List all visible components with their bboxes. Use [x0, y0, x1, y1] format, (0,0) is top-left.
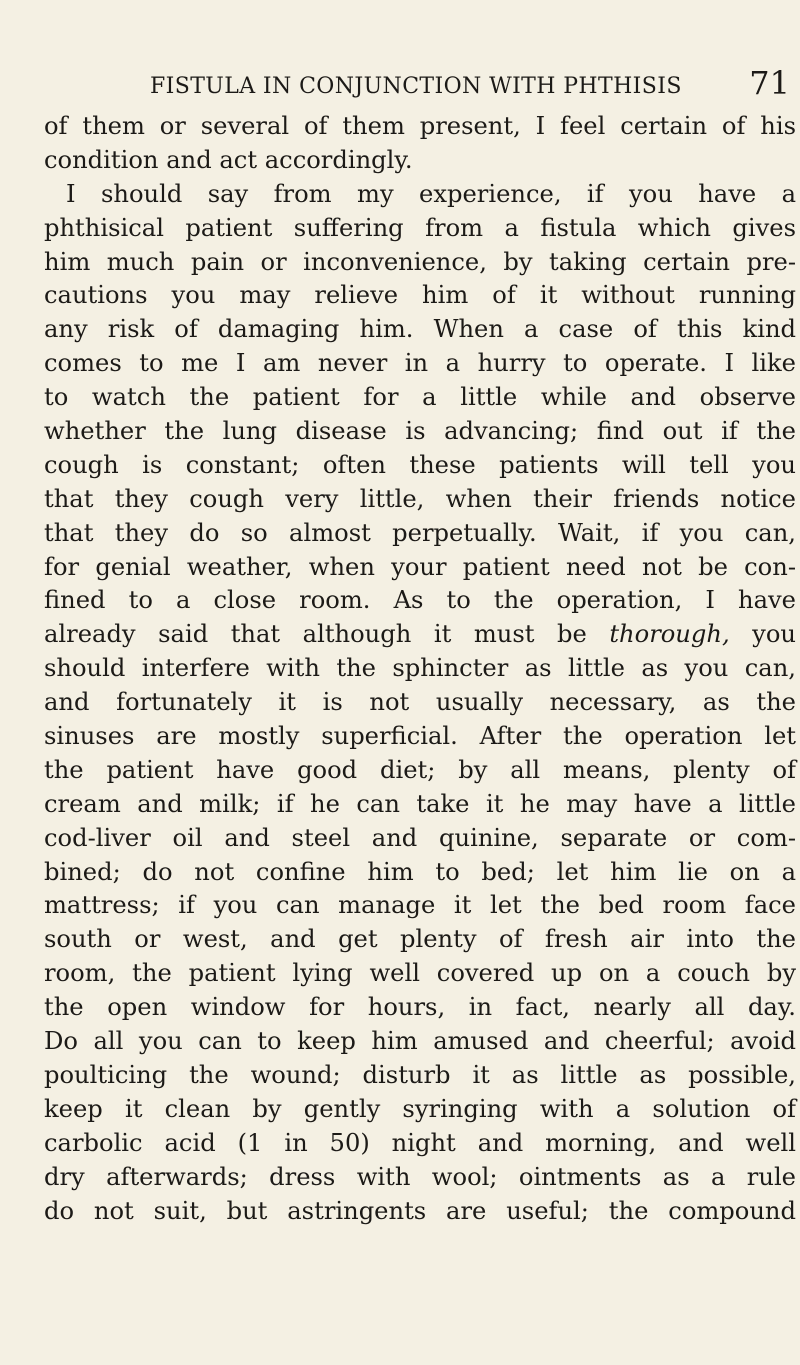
- text-line: mattress; if you can manage it let the bed room face: [44, 891, 796, 920]
- text-line: phthisical patient suffering from a fistula which gives: [44, 213, 796, 242]
- running-head: [40, 62, 790, 102]
- text-line: room, the patient lying well covered up on a couch by: [44, 959, 796, 988]
- text-line: cream and milk; if he can take it he may have a little: [44, 789, 796, 818]
- text-line: sinuses are mostly superficial. After the operation let: [44, 722, 796, 751]
- text-line: of them or several of them present, I feel certain of his: [44, 112, 796, 140]
- text-line: cough is constant; often these patients will tell you: [44, 450, 796, 479]
- text-line: for genial weather, when your patient need not be con-: [44, 552, 796, 581]
- body-text: [44, 110, 796, 1228]
- text-line: fined to a close room. As to the operation, I have: [44, 586, 796, 615]
- text-line-with-italic: [44, 618, 796, 652]
- text-line: cautions you may relieve him of it without running: [44, 281, 796, 310]
- text-line: south or west, and get plenty of fresh air into the: [44, 925, 796, 954]
- text-line: the open window for hours, in fact, nearly all day.: [44, 993, 796, 1022]
- text-line: cod-liver oil and steel and quinine, separate or com-: [44, 823, 796, 852]
- text-line: comes to me I am never in a hurry to operate. I like: [44, 349, 796, 378]
- text-line: poulticing the wound; disturb it as little as possible,: [44, 1060, 796, 1089]
- text-line: that they cough very little, when their friends notice: [44, 484, 796, 513]
- text-line: Do all you can to keep him amused and cheerful; avoid: [44, 1027, 796, 1056]
- text-line: the patient have good diet; by all means, plenty of: [44, 755, 796, 784]
- text-line: I should say from my experience, if you have a: [66, 179, 796, 208]
- text-line: condition and act accordingly.: [44, 145, 413, 174]
- text-line: do not suit, but astringents are useful; the compound: [44, 1196, 796, 1225]
- text-line: should interfere with the sphincter as little as you can,: [44, 654, 796, 683]
- text-line: whether the lung disease is advancing; find out if the: [44, 417, 796, 446]
- text-line: him much pain or inconvenience, by taking certain pre-: [44, 247, 796, 276]
- text-line: any risk of damaging him. When a case of this kind: [44, 315, 796, 344]
- text-line: that they do so almost perpetually. Wait, if you can,: [44, 518, 796, 547]
- text-line: and fortunately it is not usually necessary, as the: [44, 688, 796, 717]
- italic-word: thorough,: [609, 620, 730, 649]
- text-line: to watch the patient for a little while and observe: [44, 383, 796, 412]
- text-line: dry afterwards; dress with wool; ointments as a rule: [44, 1162, 796, 1191]
- line-text: already said that although it must be: [44, 620, 587, 649]
- page-number: 71: [749, 64, 790, 102]
- chapter-title: FISTULA IN CONJUNCTION WITH PHTHISIS: [150, 74, 682, 99]
- line-text-tail: you: [752, 620, 796, 649]
- text-line: bined; do not confine him to bed; let him lie on a: [44, 857, 796, 886]
- text-line: keep it clean by gently syringing with a solution of: [44, 1094, 796, 1123]
- text-line: carbolic acid (1 in 50) night and morning, and well: [44, 1128, 796, 1157]
